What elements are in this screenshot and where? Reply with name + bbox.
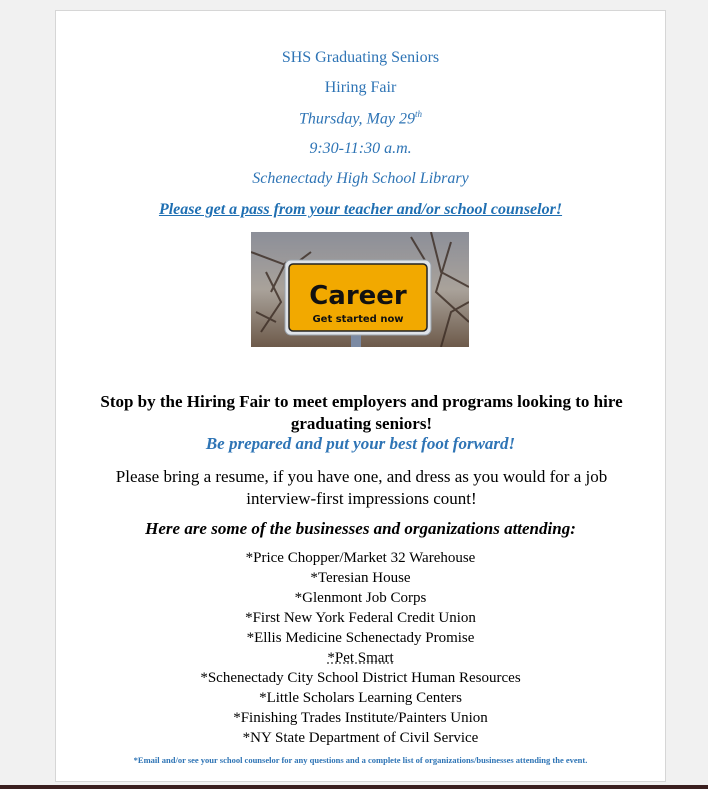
event-date-suffix: th <box>414 109 422 119</box>
org-list-item: *NY State Department of Civil Service <box>242 730 479 746</box>
window-bottom-edge <box>0 785 708 789</box>
event-location: Schenectady High School Library <box>252 170 469 187</box>
org-list-item: *Schenectady City School District Human Resources <box>200 670 521 686</box>
pass-note-link[interactable]: Please get a pass from your teacher and/or school counselor! <box>158 201 563 218</box>
title-line-1: SHS Graduating Seniors <box>281 49 440 66</box>
lead-paragraph: Stop by the Hiring Fair to meet employers and programs looking to hire graduating seniors! <box>100 392 623 433</box>
org-list-item: *Ellis Medicine Schenectady Promise <box>246 630 475 646</box>
org-list-item: *Glenmont Job Corps <box>294 590 427 606</box>
bring-paragraph: Please bring a resume, if you have one, and dress as you would for a job interview-first impressions count! <box>115 467 608 508</box>
sign-subtitle-text: Get started now <box>312 314 404 325</box>
org-list-item: *Little Scholars Learning Centers <box>259 690 462 706</box>
event-time: 9:30-11:30 a.m. <box>309 140 412 157</box>
title-line-2: Hiring Fair <box>324 79 397 96</box>
org-list-item: *Teresian House <box>310 570 411 586</box>
footer-note: *Email and/or see your school counselor for any questions and a complete list of organizations/businesses attending the event. <box>133 755 588 765</box>
document-page <box>55 10 666 782</box>
org-list-item: *Finishing Trades Institute/Painters Union <box>233 710 488 726</box>
career-sign-image <box>251 232 469 347</box>
businesses-heading: Here are some of the businesses and organizations attending: <box>145 519 576 538</box>
org-list-item: *Price Chopper/Market 32 Warehouse <box>245 550 476 566</box>
prepared-note: Be prepared and put your best foot forward! <box>205 434 516 453</box>
event-date-text: Thursday, May 29 <box>298 110 415 128</box>
sign-title-text: Career <box>309 281 407 311</box>
career-sign-graphic <box>251 232 469 347</box>
event-date <box>56 109 665 128</box>
pet-smart-text: *Pet Smart <box>327 650 394 666</box>
org-list-item-pet-smart <box>56 648 665 668</box>
org-list-item: *First New York Federal Credit Union <box>245 610 476 626</box>
